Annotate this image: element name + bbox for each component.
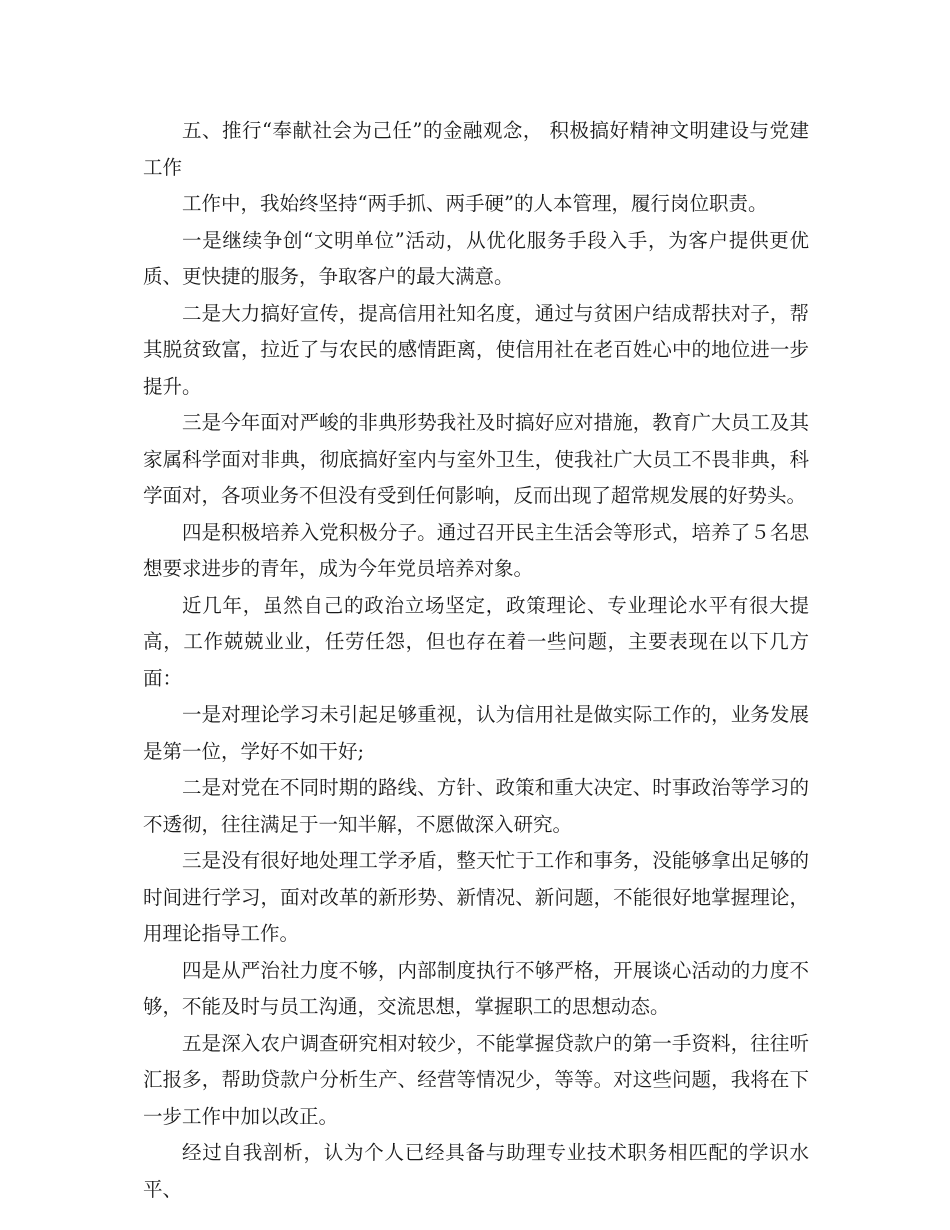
body-paragraph: 二是大力搞好宣传，提高信用社知名度，通过与贫困户结成帮扶对子，帮其脱贫致富，拉近了与农民的感情距离，使信用社在老百姓心中的地位进一步提升。 [143,301,809,398]
body-paragraph: 三是没有很好地处理工学矛盾，整天忙于工作和事务，没能够拿出足够的时间进行学习，面对改革的新形势、新情况、新问题，不能很好地掌握理论，用理论指导工作。 [143,849,809,945]
body-paragraph: 一是对理论学习未引起足够重视，认为信用社是做实际工作的，业务发展是第一位，学好不如干好; [143,703,809,763]
body-paragraph: 五是深入农户调查研究相对较少，不能掌握贷款户的第一手资料，往往听汇报多，帮助贷款户分析生产、经营等情况少，等等。对这些问题，我将在下一步工作中加以改正。 [143,1031,809,1128]
body-paragraph: 经过自我剖析，认为个人已经具备与助理专业技术职务相匹配的学识水平、 [143,1141,809,1201]
body-paragraph: 二是对党在不同时期的路线、方针、政策和重大决定、时事政治等学习的不透彻，往往满足于一知半解，不愿做深入研究。 [143,776,809,836]
body-paragraph: 三是今年面对严峻的非典形势我社及时搞好应对措施，教育广大员工及其家属科学面对非典，彻底搞好室内与室外卫生，使我社广大员工不畏非典，科学面对，各项业务不但没有受到任何影响，反而出现了超常规发展的好势头。 [143,411,809,507]
body-paragraph: 四是从严治社力度不够，内部制度执行不够严格，开展谈心活动的力度不够，不能及时与员工沟通，交流思想，掌握职工的思想动态。 [143,958,809,1018]
body-paragraph: 工作中，我始终坚持“两手抓、两手硬”的人本管理，履行岗位职责。 [182,192,768,215]
section-heading-paragraph: 五、推行“奉献社会为己任”的金融观念， 积极搞好精神文明建设与党建工作 [143,119,809,179]
body-paragraph: 一是继续争创“文明单位”活动，从优化服务手段入手，为客户提供更优质、更快捷的服务，争取客户的最大满意。 [143,228,809,288]
body-paragraph: 近几年，虽然自己的政治立场坚定，政策理论、专业理论水平有很大提高，工作兢兢业业，任劳任怨，但也存在着一些问题，主要表现在以下几方面： [143,593,809,690]
body-paragraph: 四是积极培养入党积极分子。通过召开民主生活会等形式，培养了５名思想要求进步的青年，成为今年党员培养对象。 [143,520,809,580]
document-body [143,113,809,1208]
